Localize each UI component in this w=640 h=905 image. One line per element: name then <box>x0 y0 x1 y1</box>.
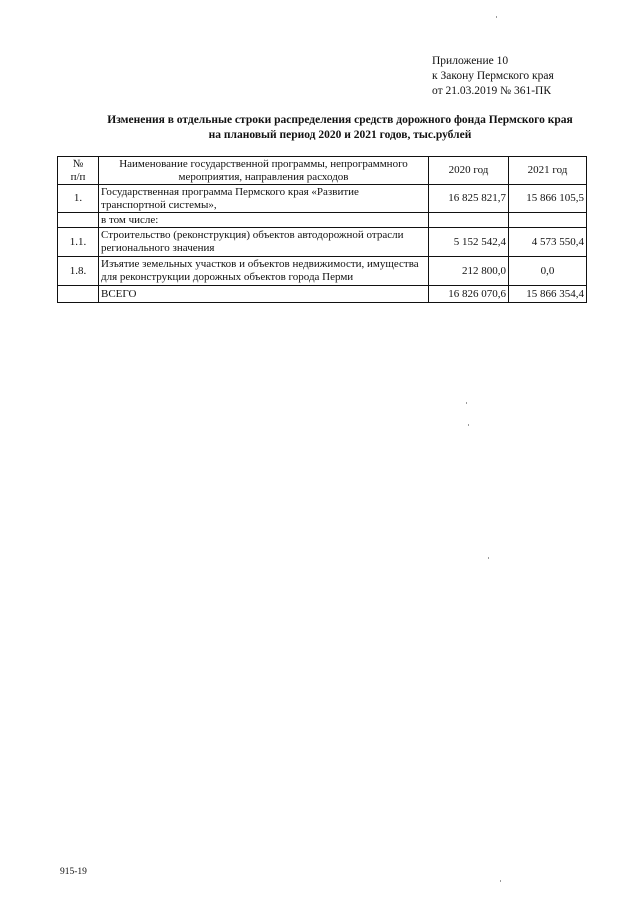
header-name: Наименование государственной программы, непрограммного мероприятия, направления расходов <box>99 157 429 185</box>
table-row <box>58 185 587 213</box>
row-value-2020: 5 152 542,4 <box>429 228 509 257</box>
appendix-law-reference: к Закону Пермского края <box>432 70 554 82</box>
row-name: Изъятие земельных участков и объектов недвижимости, имущества для реконструкции дорожных объектов города Перми <box>99 257 429 286</box>
row-value-2021: 15 866 105,5 <box>509 185 587 213</box>
header-2021: 2021 год <box>509 157 587 185</box>
row-value-2021: 0,0 <box>509 257 587 286</box>
row-value-2020: 16 825 821,7 <box>429 185 509 213</box>
row-number: 1.8. <box>58 257 99 286</box>
document-code: 915-19 <box>60 867 87 877</box>
scan-speck <box>466 402 467 404</box>
table-header-row <box>58 157 587 185</box>
header-2020: 2020 год <box>429 157 509 185</box>
table-row <box>58 213 587 228</box>
table-row <box>58 228 587 257</box>
road-fund-table <box>57 156 587 303</box>
table-row <box>58 257 587 286</box>
row-value-2021: 4 573 550,4 <box>509 228 587 257</box>
document-title <box>60 113 620 143</box>
appendix-number: Приложение 10 <box>432 55 509 67</box>
row-name: Строительство (реконструкция) объектов автодорожной отрасли регионального значения <box>99 228 429 257</box>
row-value-2021: 15 866 354,4 <box>509 286 587 303</box>
appendix-law-date: от 21.03.2019 № 361-ПК <box>432 85 552 97</box>
appendix-block <box>432 54 554 99</box>
row-value-2020 <box>429 213 509 228</box>
scan-speck <box>468 424 469 426</box>
scan-speck <box>496 16 497 18</box>
document-title-line-1: Изменения в отдельные строки распределения средств дорожного фонда Пермского края <box>107 114 573 126</box>
row-name: Государственная программа Пермского края «Развитие транспортной системы», <box>99 185 429 213</box>
row-number: 1. <box>58 185 99 213</box>
row-value-2020: 16 826 070,6 <box>429 286 509 303</box>
row-number <box>58 286 99 303</box>
row-name: ВСЕГО <box>99 286 429 303</box>
scan-speck <box>488 557 489 559</box>
document-title-line-2: на плановый период 2020 и 2021 годов, тыс.рублей <box>208 129 472 141</box>
header-number: № п/п <box>58 157 99 185</box>
row-name: в том числе: <box>99 213 429 228</box>
scan-speck <box>500 880 501 882</box>
row-number: 1.1. <box>58 228 99 257</box>
table-total-row <box>58 286 587 303</box>
row-value-2021 <box>509 213 587 228</box>
row-number <box>58 213 99 228</box>
row-value-2020: 212 800,0 <box>429 257 509 286</box>
